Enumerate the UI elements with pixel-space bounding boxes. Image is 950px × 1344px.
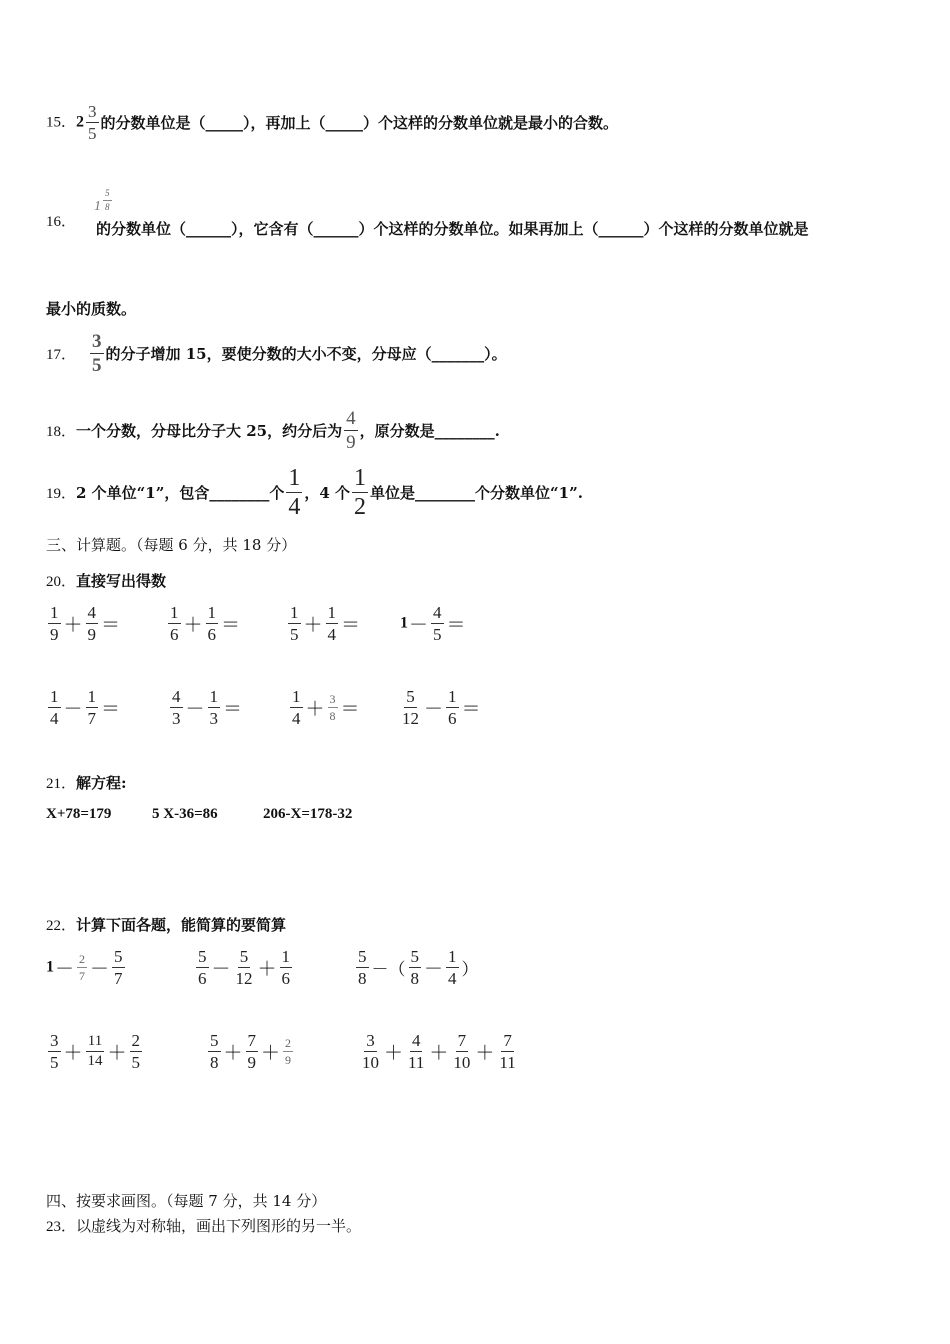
denominator: 2 — [354, 494, 367, 520]
fraction — [48, 604, 61, 643]
numerator: 1 — [327, 603, 337, 622]
fraction — [170, 688, 183, 727]
q20-expr-5 — [46, 688, 121, 727]
numerator: 4 — [87, 603, 97, 622]
denominator: 6 — [198, 969, 207, 988]
denominator: 8 — [410, 969, 419, 988]
question-15 — [46, 103, 618, 142]
fraction — [206, 604, 219, 643]
q22-expr-6 — [358, 1032, 520, 1071]
fraction — [431, 604, 444, 643]
numerator: 1 — [448, 947, 457, 966]
equation-2: 5 X-36=86 — [152, 806, 218, 822]
denominator: 8 — [358, 969, 367, 988]
denominator: 9 — [87, 625, 97, 644]
question-text: 的分数单位是（_____），再加上（_____）个这样的分数单位就是最小的合数。 — [100, 114, 619, 132]
operator: － — [185, 699, 205, 720]
numerator: 5 — [239, 947, 249, 966]
fraction — [86, 103, 99, 142]
question-19 — [46, 466, 583, 519]
fraction — [90, 332, 104, 375]
denominator: 5 — [50, 1053, 59, 1072]
denominator: 5 — [433, 625, 442, 644]
math-text: 1 — [46, 958, 54, 976]
question-number: 20． — [46, 574, 77, 590]
operator: ＝ — [340, 699, 360, 720]
question-text-2: ，4 个 — [304, 484, 351, 502]
question-number: 23． — [46, 1219, 77, 1235]
denominator: 10 — [362, 1053, 379, 1072]
fraction — [497, 1032, 517, 1071]
q20-expr-1 — [46, 604, 121, 643]
numerator: 5 — [210, 1031, 219, 1050]
numerator: 5 — [198, 947, 207, 966]
numerator: 5 — [103, 189, 112, 201]
numerator: 1 — [288, 465, 301, 491]
denominator: 9 — [285, 1053, 292, 1067]
q22-expr-1 — [46, 948, 127, 987]
q20-expr-8 — [398, 688, 482, 727]
operator: － — [90, 959, 110, 980]
equation-1: X+78=179 — [46, 806, 112, 822]
fraction — [86, 604, 99, 643]
denominator: 6 — [207, 625, 217, 644]
operator: ＝ — [221, 615, 241, 636]
operator: ＋ — [107, 1043, 127, 1064]
operator: ＝ — [461, 699, 481, 720]
math-text: 1 — [400, 614, 408, 632]
operator: ） — [461, 960, 479, 979]
fraction — [326, 604, 339, 643]
numerator: 1 — [50, 687, 59, 706]
numerator: 7 — [457, 1031, 467, 1050]
question-20 — [46, 570, 166, 591]
q20-expr-7 — [288, 688, 361, 727]
fraction — [283, 1037, 293, 1066]
operator: － — [211, 959, 231, 980]
fraction — [196, 948, 209, 987]
question-text: 的分子增加 15，要使分数的大小不变，分母应（_______）。 — [105, 345, 507, 363]
denominator: 11 — [499, 1053, 516, 1072]
operator: ＝ — [101, 699, 121, 720]
fraction — [344, 409, 358, 452]
denominator: 3 — [209, 709, 219, 728]
q20-expr-2 — [166, 604, 241, 643]
fraction — [112, 948, 125, 987]
question-number: 18． — [46, 424, 77, 440]
numerator: 5 — [358, 947, 367, 966]
denominator: 9 — [247, 1053, 257, 1072]
denominator: 9 — [50, 625, 59, 644]
numerator: 1 — [209, 687, 219, 706]
numerator: 1 — [87, 687, 97, 706]
numerator: 4 — [172, 687, 181, 706]
operator: ＝ — [223, 699, 243, 720]
operator: ＋ — [63, 615, 83, 636]
numerator: 2 — [79, 952, 86, 966]
numerator: 1 — [290, 603, 299, 622]
denominator: 12 — [235, 969, 253, 988]
numerator: 1 — [281, 947, 291, 966]
q20-expr-6 — [168, 688, 243, 727]
question-text: 以虚线为对称轴，画出下列图形的另一半。 — [76, 1217, 362, 1235]
denominator: 4 — [327, 625, 337, 644]
fraction — [208, 1032, 221, 1071]
numerator: 3 — [366, 1031, 375, 1050]
question-number: 19． — [46, 486, 77, 502]
equation-3: 206-X=178-32 — [263, 806, 353, 822]
operator: ＋ — [257, 959, 277, 980]
operator: － — [55, 959, 75, 980]
question-text: 直接写出得数 — [76, 572, 167, 590]
denominator: 14 — [87, 1053, 103, 1069]
numerator: 1 — [170, 603, 179, 622]
fraction — [409, 948, 422, 987]
denominator: 4 — [50, 709, 59, 728]
mixed-whole: 1 — [94, 198, 102, 214]
q22-expr-3 — [354, 948, 480, 987]
fraction — [406, 1032, 426, 1071]
fraction — [360, 1032, 381, 1071]
numerator: 7 — [503, 1031, 512, 1050]
fraction — [103, 189, 112, 212]
numerator: 11 — [86, 1034, 104, 1052]
q22-expr-4 — [46, 1032, 144, 1071]
operator: －（ — [371, 960, 406, 979]
operator: ＝ — [446, 615, 466, 636]
fraction — [280, 948, 293, 987]
fraction-2 — [352, 466, 368, 519]
question-number: 22． — [46, 918, 77, 934]
question-text: 一个分数，分母比分子大 25，约分后为 — [76, 422, 343, 440]
fraction — [86, 688, 99, 727]
numerator: 3 — [329, 692, 336, 706]
question-text-3: 单位是________个分数单位“1”. — [370, 484, 583, 502]
numerator: 5 — [410, 947, 419, 966]
fraction — [48, 688, 61, 727]
operator: ＋ — [305, 699, 325, 720]
q20-expr-3 — [286, 604, 361, 643]
operator: ＋ — [475, 1043, 495, 1064]
denominator: 5 — [290, 625, 299, 644]
numerator: 1 — [448, 687, 457, 706]
numerator: 5 — [406, 687, 415, 706]
denominator: 8 — [329, 709, 336, 723]
operator: ＋ — [183, 615, 203, 636]
denominator: 7 — [114, 969, 123, 988]
fraction — [208, 688, 221, 727]
numerator: 5 — [114, 947, 123, 966]
fraction — [446, 688, 459, 727]
denominator: 5 — [92, 355, 102, 376]
numerator: 1 — [292, 687, 301, 706]
fraction — [356, 948, 369, 987]
denominator: 8 — [105, 202, 110, 212]
denominator: 9 — [346, 432, 356, 453]
operator: － — [424, 699, 444, 720]
section-3-title: 三、计算题。（每题 6 分，共 18 分） — [46, 536, 297, 554]
denominator: 5 — [131, 1053, 141, 1072]
numerator: 4 — [346, 408, 356, 429]
fraction — [130, 1032, 143, 1071]
question-21 — [46, 772, 127, 793]
fraction — [86, 1034, 105, 1069]
fraction-1 — [286, 466, 302, 519]
question-text: 2 个单位“1”，包含________个 — [76, 484, 285, 502]
fraction — [451, 1032, 472, 1071]
question-number: 16． — [46, 214, 77, 230]
numerator: 4 — [411, 1031, 421, 1050]
operator: ＋ — [223, 1043, 243, 1064]
denominator: 3 — [172, 709, 181, 728]
question-16 — [46, 188, 114, 230]
operator: ＋ — [384, 1043, 404, 1064]
fraction — [290, 688, 303, 727]
question-16-text-cont: 最小的质数。 — [46, 300, 137, 318]
denominator: 6 — [281, 969, 291, 988]
question-23 — [46, 1215, 361, 1236]
denominator: 6 — [448, 709, 457, 728]
fraction — [168, 604, 181, 643]
denominator: 6 — [170, 625, 179, 644]
numerator: 4 — [433, 603, 442, 622]
operator: ＝ — [341, 615, 361, 636]
denominator: 4 — [288, 494, 301, 520]
operator: － — [409, 615, 429, 636]
numerator: 3 — [50, 1031, 59, 1050]
numerator: 1 — [207, 603, 217, 622]
question-text: 计算下面各题，能简算的要简算 — [76, 916, 287, 934]
fraction — [328, 693, 338, 722]
operator: ＋ — [63, 1043, 83, 1064]
denominator: 4 — [448, 969, 457, 988]
fraction — [246, 1032, 259, 1071]
operator: － — [424, 959, 444, 980]
question-18 — [46, 409, 500, 452]
numerator: 1 — [354, 465, 367, 491]
q22-expr-5 — [206, 1032, 295, 1071]
fraction — [77, 953, 87, 982]
denominator: 5 — [88, 124, 97, 143]
operator: ＋ — [429, 1043, 449, 1064]
denominator: 7 — [79, 969, 86, 983]
question-16-text: 的分数单位（______），它含有（______）个这样的分数单位。如果再加上（______）个这样的分数单位就是 — [96, 220, 809, 238]
numerator: 3 — [88, 102, 97, 121]
section-4-title: 四、按要求画图。（每题 7 分，共 14 分） — [46, 1192, 327, 1210]
question-17 — [46, 332, 507, 375]
question-text: 解方程: — [76, 774, 127, 792]
denominator: 7 — [87, 709, 97, 728]
question-number: 15． — [46, 114, 77, 131]
operator: － — [63, 699, 83, 720]
denominator: 8 — [210, 1053, 219, 1072]
numerator: 7 — [247, 1031, 257, 1050]
denominator: 4 — [292, 709, 301, 728]
question-number: 21． — [46, 776, 77, 792]
operator: ＋ — [261, 1043, 281, 1064]
fraction — [400, 688, 421, 727]
fraction — [48, 1032, 61, 1071]
denominator: 11 — [408, 1053, 425, 1072]
mixed-whole: 2 — [76, 113, 85, 131]
numerator: 3 — [92, 331, 102, 352]
numerator: 1 — [50, 603, 59, 622]
fraction — [234, 948, 255, 987]
question-number: 17． — [46, 347, 77, 363]
numerator: 2 — [131, 1031, 141, 1050]
q20-expr-4 — [400, 604, 467, 643]
q22-expr-2 — [194, 948, 294, 987]
denominator: 10 — [453, 1053, 471, 1072]
question-22 — [46, 914, 286, 935]
denominator: 12 — [402, 709, 419, 728]
operator: ＋ — [303, 615, 323, 636]
fraction — [446, 948, 459, 987]
numerator: 2 — [285, 1036, 292, 1050]
fraction — [288, 604, 301, 643]
operator: ＝ — [101, 615, 121, 636]
question-text-2: ，原分数是________. — [359, 422, 500, 440]
